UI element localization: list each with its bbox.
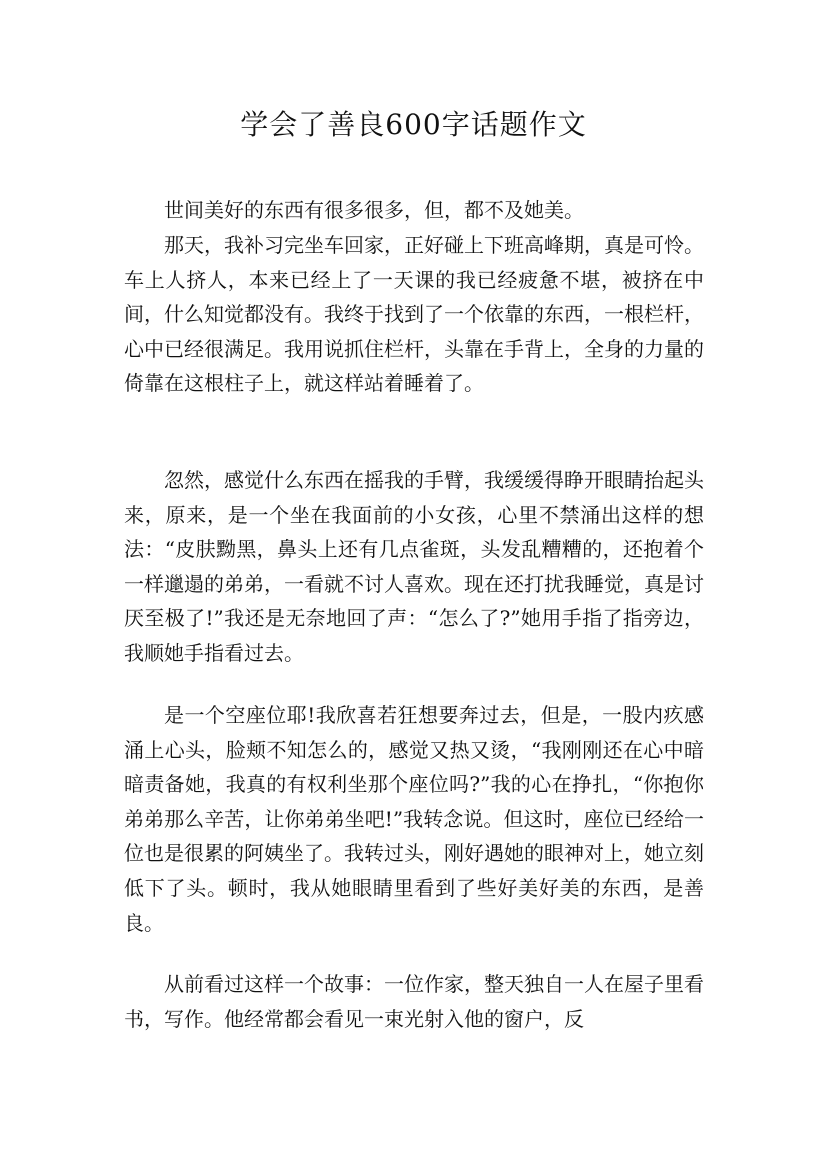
paragraph-4: 是一个空座位耶!我欣喜若狂想要奔过去，但是，一股内疚感涌上心头，脸颊不知怎么的，感觉又热又烫，“我刚刚还在心中暗暗责备她，我真的有权利坐那个座位吗?”我的心在挣扎，“你抱你弟弟那么辛苦，让你弟弟坐吧!”我转念说。但这时，座位已经给一位也是很累的阿姨坐了。我转过头，刚好遇她的眼神对上，她立刻低下了头。顿时，我从她眼睛里看到了些好美好美的东西，是善良。 xyxy=(124,703,704,935)
paragraph-5: 从前看过这样一个故事：一位作家，整天独自一人在屋子里看书，写作。他经常都会看见一束光射入他的窗户，反 xyxy=(124,972,704,1031)
paragraph-2: 那天，我补习完坐车回家，正好碰上下班高峰期，真是可怜。车上人挤人，本来已经上了一天课的我已经疲惫不堪，被挤在中间，什么知觉都没有。我终于找到了一个依靠的东西，一根栏杆，心中已经很满足。我用说抓住栏杆，头靠在手背上，全身的力量的倚靠在这根柱子上，就这样站着睡着了。 xyxy=(124,233,704,396)
paragraph-1: 世间美好的东西有很多很多，但，都不及她美。 xyxy=(164,198,584,222)
document-title: 学会了善良600字话题作文 xyxy=(240,108,587,141)
paragraph-3: 忽然，感觉什么东西在摇我的手臂，我缓缓得睁开眼睛抬起头来，原来，是一个坐在我面前的小女孩，心里不禁涌出这样的想法：“皮肤黝黑，鼻头上还有几点雀斑，头发乱糟糟的，还抱着个一样邋遢的弟弟，一看就不讨人喜欢。现在还打扰我睡觉，真是讨厌至极了!”我还是无奈地回了声：“怎么了?”她用手指了指旁边，我顺她手指看过去。 xyxy=(124,468,704,665)
